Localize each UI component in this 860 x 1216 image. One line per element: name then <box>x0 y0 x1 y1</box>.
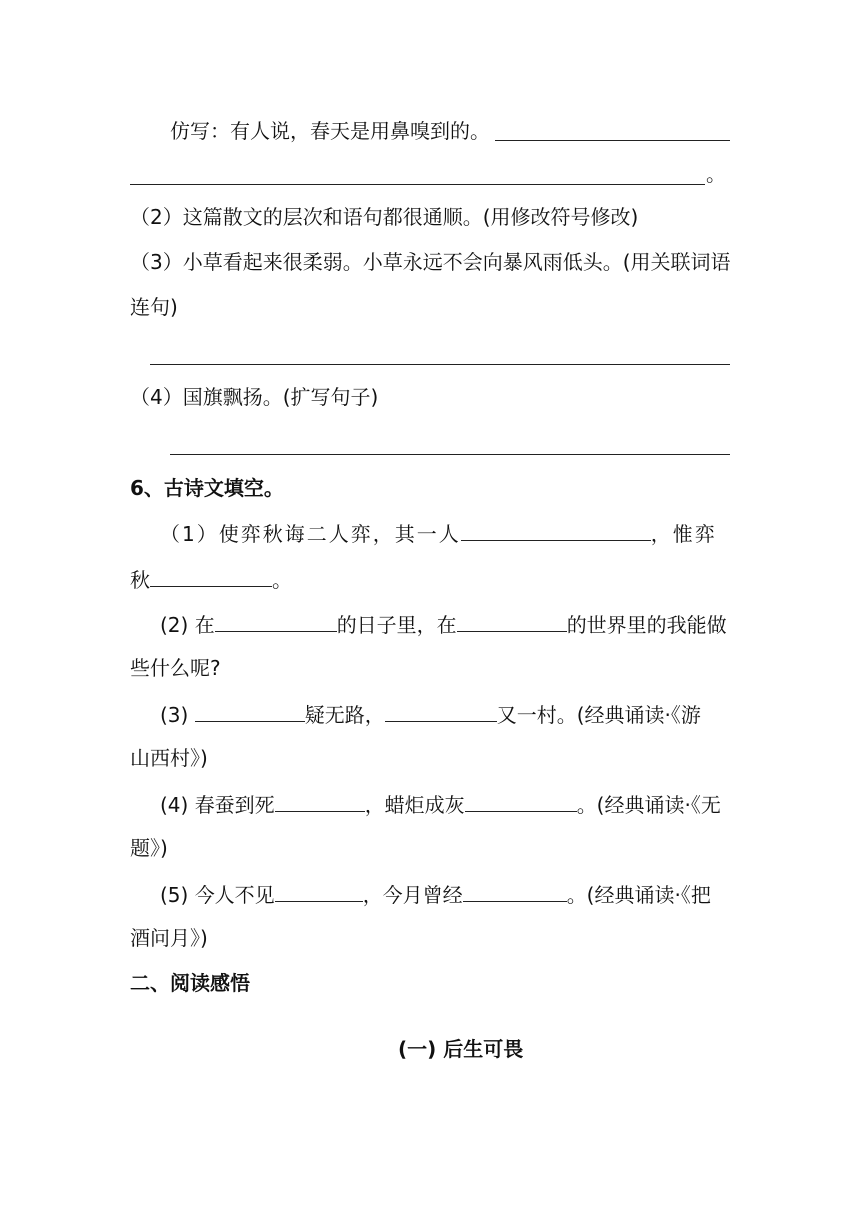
fill-blank[interactable] <box>385 699 497 722</box>
answer-line[interactable] <box>170 454 730 455</box>
poem-item-2-line2: 些什么呢? <box>130 656 221 680</box>
fill-blank[interactable] <box>457 609 567 632</box>
fill-blank[interactable] <box>215 609 337 632</box>
poem-item-5-line1: (5) 今人不见 ，今月曾经 。(经典诵读·《把 <box>160 879 711 909</box>
poem-item-3-line1: (3) 疑无路， 又一村。(经典诵读·《游 <box>160 699 701 729</box>
poem-item-3-line2: 山西村》) <box>130 746 208 770</box>
imitate-prompt: 仿写：有人说，春天是用鼻嗅到的。 <box>170 119 490 143</box>
poem-item-1-line2: 秋 。 <box>130 564 292 594</box>
fill-blank[interactable] <box>275 789 365 812</box>
fill-blank[interactable] <box>150 564 272 587</box>
answer-line[interactable] <box>495 140 730 141</box>
poem-item-2-line1: (2) 在 的日子里，在 的世界里的我能做 <box>160 609 727 639</box>
fill-blank[interactable] <box>275 879 363 902</box>
fill-blank[interactable] <box>463 879 567 902</box>
fill-blank[interactable] <box>465 789 577 812</box>
item-3-line2: 连句) <box>130 295 178 319</box>
sentence-end: 。 <box>706 162 726 186</box>
fill-blank[interactable] <box>461 518 651 541</box>
poem-item-1-line1: （1）使弈秋诲二人弈，其一人 ，惟弈 <box>160 518 717 548</box>
item-4: （4）国旗飘扬。(扩写句子) <box>130 385 379 409</box>
answer-line[interactable] <box>150 364 730 365</box>
fill-blank[interactable] <box>195 699 305 722</box>
section-2-heading: 二、阅读感悟 <box>130 971 250 995</box>
item-2: （2）这篇散文的层次和语句都很通顺。(用修改符号修改) <box>130 205 639 229</box>
poem-item-4-line1: (4) 春蚕到死 ，蜡炬成灰 。(经典诵读·《无 <box>160 789 721 819</box>
poem-item-5-line2: 酒问月》) <box>130 926 208 950</box>
reading-passage-title: (一) 后生可畏 <box>398 1037 524 1061</box>
poem-item-4-line2: 题》) <box>130 836 168 860</box>
item-3-line1: （3）小草看起来很柔弱。小草永远不会向暴风雨低头。(用关联词语 <box>130 250 731 274</box>
answer-line[interactable] <box>130 184 705 185</box>
question-6-heading: 6、古诗文填空。 <box>130 476 284 500</box>
